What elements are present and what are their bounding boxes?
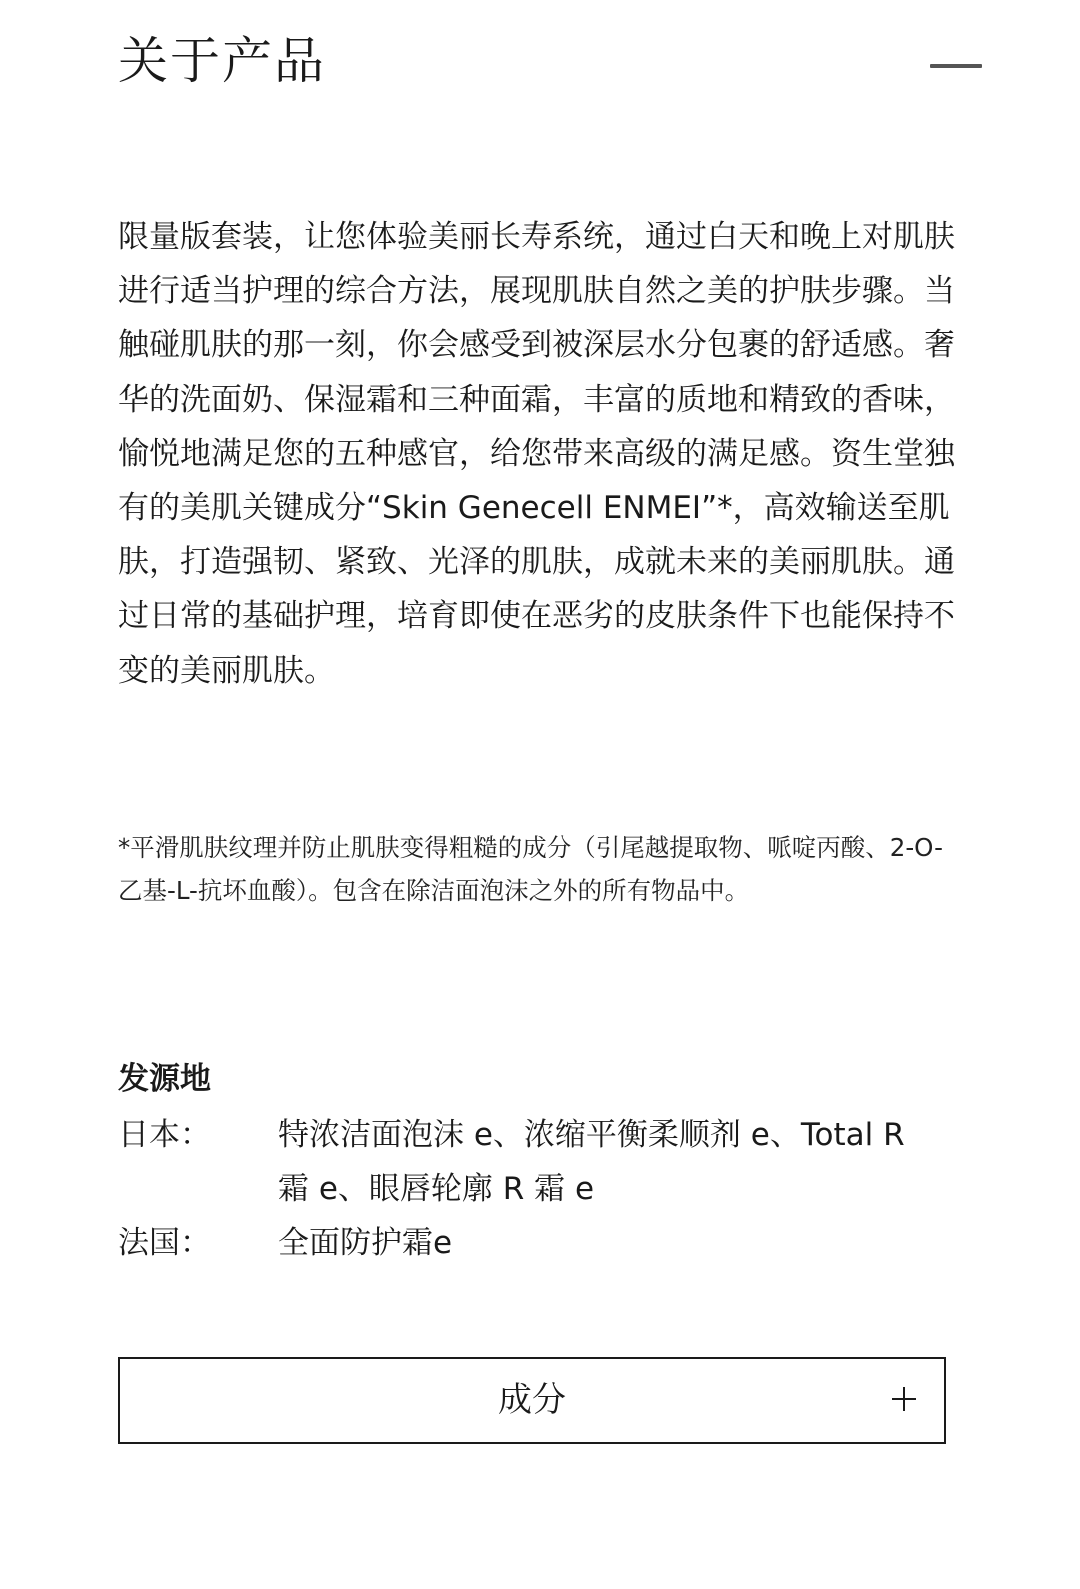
origin-title: 发源地 — [118, 1061, 211, 1097]
about-product-header[interactable] — [118, 28, 988, 98]
origin-products: 全面防护霜e — [278, 1225, 453, 1261]
product-description: 限量版套装，让您体验美丽长寿系统，通过白天和晚上对肌肤进行适当护理的综合方法，展现肌肤自然之美的护肤步骤。当触碰肌肤的那一刻，你会感受到被深层水分包裹的舒适感。奢华的洗面奶、保湿霜和三种面霜，丰富的质地和精致的香味，愉悦地满足您的五种感官，给您带来高级的满足感。资生堂独有的美肌关键成分“Skin Genecell ENMEI”*，高效输送至肌肤，打造强韧、紧致、光泽的肌肤，成就未来的美丽肌肤。通过日常的基础护理，培育即使在恶劣的皮肤条件下也能保持不变的美丽肌肤。 — [118, 219, 955, 689]
origin-products: 特浓洁面泡沫 e、浓缩平衡柔顺剂 e、Total R 霜 e、眼唇轮廓 R 霜 e — [278, 1117, 905, 1207]
collapse-toggle-button[interactable] — [926, 48, 986, 88]
plus-icon — [892, 1387, 916, 1411]
origin-country: 日本： — [118, 1117, 211, 1153]
section-title: 关于产品 — [118, 32, 326, 90]
ingredient-footnote: *平滑肌肤纹理并防止肌肤变得粗糙的成分（引尾越提取物、哌啶丙酸、2-O-乙基-L-抗坏血酸）。包含在除洁面泡沫之外的所有物品中。 — [118, 833, 943, 905]
ingredients-button-label: 成分 — [498, 1380, 566, 1420]
ingredients-expand-button[interactable] — [118, 1357, 946, 1444]
origin-country: 法国： — [118, 1225, 211, 1261]
minus-icon — [930, 64, 982, 68]
